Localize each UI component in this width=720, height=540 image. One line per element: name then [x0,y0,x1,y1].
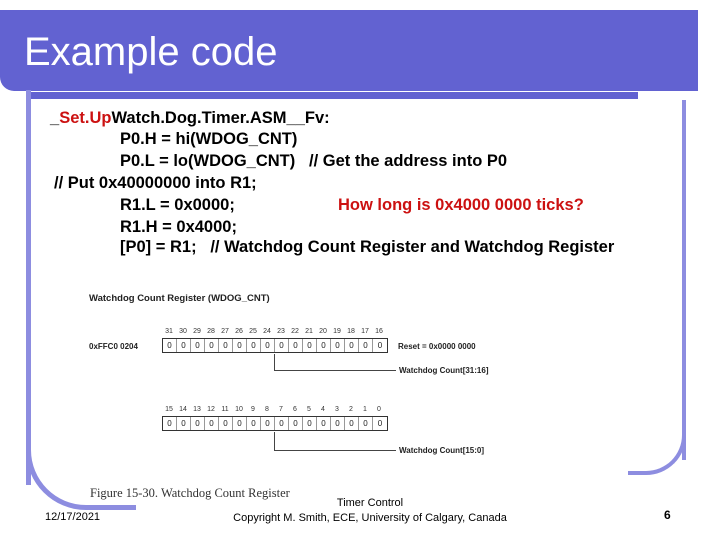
high-bit-number: 26 [235,328,243,335]
high-bit-number: 27 [221,328,229,335]
high-bit-number: 20 [319,328,327,335]
high-bit-number: 30 [179,328,187,335]
high-bit-number: 16 [375,328,383,335]
high-bit-number: 31 [165,328,173,335]
register-figure [86,288,506,500]
high-bit-cell: 0 [345,339,359,352]
high-bit-cell: 0 [219,339,233,352]
low-bit-number: 7 [279,406,283,413]
low-bit-number: 6 [293,406,297,413]
low-bit-number: 5 [307,406,311,413]
low-bit-number: 0 [377,406,381,413]
high-bit-cell: 0 [331,339,345,352]
low-bit-cell: 0 [247,417,261,430]
high-bit-cell: 0 [289,339,303,352]
high-bit-cell: 0 [191,339,205,352]
footer-date: 12/17/2021 [45,511,101,523]
low-bit-cell: 0 [219,417,233,430]
low-register-box [162,416,388,431]
frame-bottom-right-curve [628,420,686,475]
low-bit-cell: 0 [331,417,345,430]
low-leader-vertical [274,432,275,450]
low-bit-number: 12 [207,406,215,413]
code-line-5: R1.L = 0x0000; [120,196,235,214]
low-bit-cell: 0 [317,417,331,430]
high-bit-cell: 0 [303,339,317,352]
high-bit-number: 17 [361,328,369,335]
register-title: Watchdog Count Register (WDOG_CNT) [89,293,270,304]
low-bit-number: 15 [165,406,173,413]
low-leader-horizontal [274,450,396,451]
low-bit-cell: 0 [303,417,317,430]
code-label-prefix: _ [50,109,60,127]
low-bit-number: 8 [265,406,269,413]
low-bit-cell: 0 [191,417,205,430]
low-bit-number: 1 [363,406,367,413]
high-bit-cell: 0 [247,339,261,352]
low-bit-number: 11 [221,406,229,413]
low-bit-cell: 0 [289,417,303,430]
high-bit-number: 18 [347,328,355,335]
low-bit-cell: 0 [233,417,247,430]
code-label-red: Set.Up [59,109,112,127]
high-bit-cell: 0 [261,339,275,352]
frame-left-line [26,90,31,485]
low-bit-number: 9 [251,406,255,413]
footer-center [200,496,540,526]
low-bit-number: 14 [179,406,187,413]
footer-title: Timer Control [336,497,404,509]
low-bit-number: 4 [321,406,325,413]
high-bit-cell: 0 [275,339,289,352]
figure-caption: Figure 15-30. Watchdog Count Register [90,486,290,500]
low-bit-number: 2 [349,406,353,413]
question-text: How long is 0x4000 0000 ticks? [338,196,584,214]
slide-title: Example code [24,30,278,74]
code-line-label [50,108,330,128]
high-leader-horizontal [274,370,396,371]
low-bit-cell: 0 [275,417,289,430]
high-register-box [162,338,388,353]
high-bit-number: 22 [291,328,299,335]
low-bit-number: 13 [193,406,201,413]
code-line-4: // Put 0x40000000 into R1; [54,174,257,192]
high-bit-number: 19 [333,328,341,335]
high-bit-cell: 0 [205,339,219,352]
register-address: 0xFFC0 0204 [89,342,138,351]
high-bit-cell: 0 [177,339,191,352]
low-bit-number: 10 [235,406,243,413]
low-bit-cell: 0 [177,417,191,430]
code-line-6: R1.H = 0x4000; [120,218,237,236]
frame-right-line [682,100,686,460]
high-bit-cell: 0 [163,339,177,352]
high-bit-cell: 0 [233,339,247,352]
high-bit-number: 29 [193,328,201,335]
high-bit-cell: 0 [317,339,331,352]
high-bit-number: 21 [305,328,313,335]
low-bit-cell: 0 [359,417,373,430]
high-bit-cell: 0 [377,341,383,350]
title-underline [30,92,638,99]
high-bit-cell: 0 [359,339,373,352]
high-bit-number: 25 [249,328,257,335]
low-bit-cell: 0 [377,419,383,428]
high-leader-vertical [274,354,275,370]
high-field-label: Watchdog Count[31:16] [399,366,489,375]
code-line-3: P0.L = lo(WDOG_CNT) // Get the address into P0 [120,152,508,170]
code-line-2: P0.H = hi(WDOG_CNT) [120,130,298,148]
page-number: 6 [664,508,671,522]
low-bit-number: 3 [335,406,339,413]
code-label-rest: Watch.Dog.Timer.ASM__Fv: [111,109,330,127]
low-bit-cell: 0 [345,417,359,430]
high-bit-number: 23 [277,328,285,335]
low-field-label: Watchdog Count[15:0] [399,446,485,455]
low-bit-cell: 0 [261,417,275,430]
title-bar-corner [698,0,720,10]
low-bit-cell: 0 [163,417,177,430]
footer-copyright: Copyright M. Smith, ECE, University of Calgary, Canada [233,512,507,524]
code-line-7: [P0] = R1; // Watchdog Count Register and Watchdog Register [120,238,615,256]
high-bit-number: 24 [263,328,271,335]
low-bit-cell: 0 [205,417,219,430]
high-bit-number: 28 [207,328,215,335]
reset-label: Reset = 0x0000 0000 [398,342,476,351]
